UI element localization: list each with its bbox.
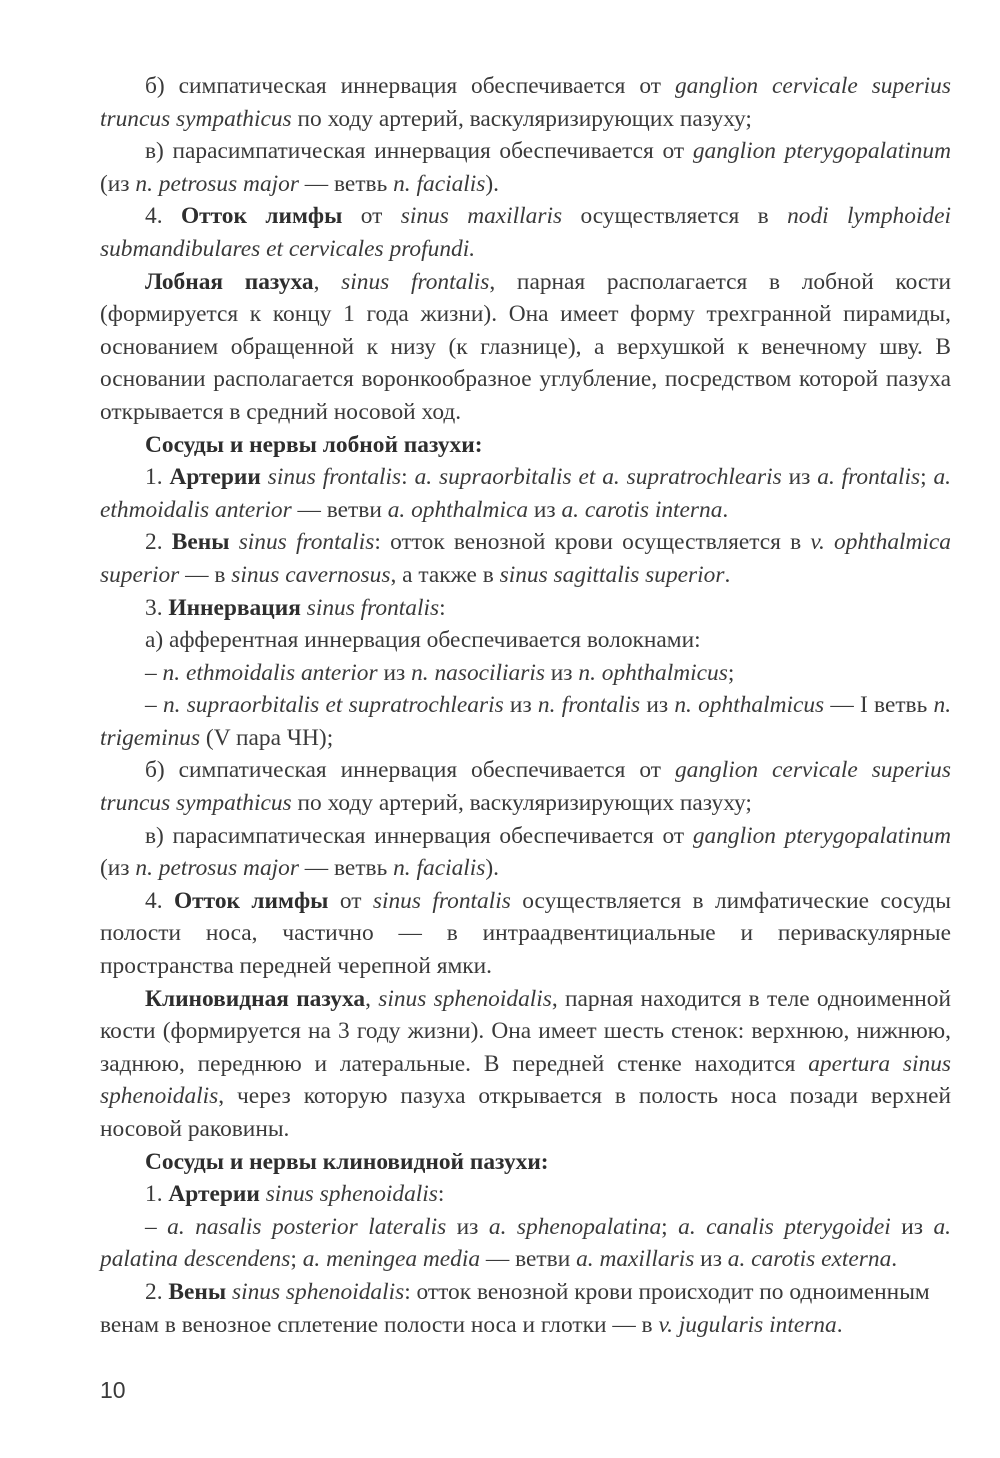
latin-term: nodi lymphoidei submandibulares et cervicales profundi.	[100, 203, 951, 262]
text-run: из	[446, 1213, 489, 1240]
latin-term: sinus frontalis	[341, 268, 490, 295]
text-run	[261, 464, 268, 490]
paragraph	[100, 592, 951, 625]
text-run: ;	[661, 1213, 679, 1240]
text-run: из	[528, 496, 562, 523]
text-run: , парная находится в теле одноименной кости (формируется на 3 году жизни). Она имеет шесть стенок: верхнюю, нижнюю, заднюю, переднюю и латеральные. В передней стенке находится	[100, 985, 952, 1077]
text-run: осуществляется в лимфатические сосуды полости носа, частично — в интраадвентициальные и периваскулярные пространства передней черепной ямки.	[100, 887, 951, 980]
text-run: 4.	[145, 203, 181, 230]
latin-term: a. carotis externa	[727, 1246, 892, 1273]
latin-term: sinus sagittalis superior	[499, 561, 725, 588]
latin-term: n. ophthalmicus	[674, 692, 825, 719]
text-run: — ветвь	[298, 170, 394, 197]
text-run: : отток венозной крови происходит по одноименным венам в венозное сплетение полости носа и глотки — в	[100, 1278, 930, 1338]
latin-term: n. facialis	[393, 170, 486, 197]
text-run: а) афферентная иннервация обеспечивается волокнами:	[145, 627, 701, 654]
latin-term: a. canalis pterygoidei	[678, 1213, 891, 1240]
paragraph	[100, 820, 951, 885]
paragraph	[100, 200, 951, 265]
bold-term: Вены	[168, 1278, 227, 1305]
latin-term: ganglion pterygopalatinum	[692, 822, 951, 849]
paragraph	[100, 526, 951, 591]
paragraph	[100, 429, 951, 462]
text-run: ;	[920, 464, 934, 491]
text-run: — I ветвь	[824, 692, 934, 719]
text-run: , парная располагается в лобной кости (формируется к концу 1 года жизни). Она имеет форму трехгранной пирамиды, основанием обращенной к низу (к глазнице), а верхушкой к венечному шву. В основании располагается воронкообразное углубление, посредством которой пазуха открывается в средний носовой ход.	[100, 268, 951, 425]
latin-term: a. nasalis posterior lateralis	[167, 1213, 447, 1240]
text-run: –	[145, 659, 163, 686]
bold-term: Отток лимфы	[173, 887, 329, 914]
latin-term: ganglion pterygopalatinum	[692, 138, 951, 165]
text-run: б) симпатическая иннервация обеспечивается от	[145, 757, 675, 784]
latin-term: a. carotis interna	[561, 496, 723, 523]
paragraph	[100, 1211, 951, 1276]
latin-term: sinus maxillaris	[400, 203, 563, 230]
text-run: по ходу артерий, васкуляризирующих пазуху;	[291, 105, 752, 132]
latin-term: n. petrosus major	[135, 170, 299, 197]
text-run: ,	[313, 268, 342, 295]
latin-term: sinus frontalis	[238, 529, 375, 556]
text-run: из	[781, 464, 818, 491]
latin-term: a. meningea media	[302, 1246, 481, 1273]
latin-term: a. sphenopalatina	[488, 1213, 662, 1240]
latin-term: n. ophthalmicus	[578, 659, 728, 686]
text-run: в) парасимпатическая иннервация обеспечивается от	[145, 138, 693, 165]
text-run: 1.	[145, 464, 170, 491]
latin-term: a. ophthalmica	[387, 496, 529, 523]
paragraph	[100, 461, 951, 526]
text-run: из	[694, 1246, 728, 1273]
text-run: ;	[727, 659, 735, 686]
text-run: (из	[100, 855, 136, 882]
text-run: .	[836, 1311, 843, 1338]
bold-term: Сосуды и нервы клиновидной пазухи:	[145, 1148, 549, 1175]
text-run: , а также в	[390, 561, 500, 588]
latin-term: ganglion cervicale superius truncus sympathicus	[100, 757, 951, 817]
bold-term: Лобная пазуха	[145, 268, 314, 295]
bold-term: Клиновидная пазуха	[145, 985, 366, 1012]
text-run: в) парасимпатическая иннервация обеспечивается от	[145, 822, 693, 849]
text-run: :	[401, 464, 415, 491]
text-run: по ходу артерий, васкуляризирующих пазуху;	[291, 790, 752, 817]
text-run	[229, 529, 238, 555]
paragraph	[100, 624, 951, 657]
text-run: от	[342, 203, 401, 230]
text-run: , через которую пазуха открывается в полость носа позади верхней носовой раковины.	[100, 1083, 951, 1142]
latin-term: ganglion cervicale superius truncus sympathicus	[100, 73, 951, 132]
paragraph	[100, 689, 951, 754]
latin-term: a. supraorbitalis et a. supratrochlearis	[414, 464, 782, 491]
text-run: : отток венозной крови осуществляется в	[374, 529, 811, 556]
text-run: 2.	[145, 1278, 169, 1305]
text-run: — ветвь	[298, 855, 394, 882]
text-run: б) симпатическая иннервация обеспечивается от	[145, 73, 675, 99]
latin-term: n. ethmoidalis anterior	[162, 659, 378, 686]
text-run: –	[145, 1213, 168, 1240]
bold-term: Вены	[171, 529, 230, 556]
text-run: от	[328, 887, 373, 914]
text-run: 2.	[145, 529, 172, 556]
paragraph	[100, 657, 951, 690]
latin-term: v. ophthalmica superior	[100, 529, 951, 588]
text-run: — ветви	[291, 496, 388, 523]
text-run: ;	[290, 1246, 303, 1273]
latin-term: sinus cavernosus	[231, 561, 391, 588]
text-run: ,	[365, 985, 379, 1012]
paragraph	[100, 135, 951, 200]
text-run: из	[503, 692, 538, 719]
paragraph	[100, 1146, 951, 1179]
latin-term: a. maxillaris	[576, 1246, 695, 1273]
text-run: осуществляется в	[562, 203, 788, 230]
bold-term: Артерии	[168, 1181, 260, 1208]
paragraph	[100, 1178, 951, 1211]
text-run: ).	[485, 855, 500, 882]
text-run: .	[724, 561, 731, 588]
latin-term: sinus sphenoidalis	[378, 985, 552, 1012]
text-run: 1.	[145, 1181, 169, 1208]
latin-term: sinus frontalis	[372, 887, 511, 914]
paragraph	[100, 1276, 951, 1341]
latin-term: apertura sinus sphenoidalis	[100, 1050, 951, 1110]
page-number: 10	[100, 1377, 126, 1403]
latin-term: n. facialis	[393, 855, 486, 882]
paragraph	[100, 885, 951, 983]
text-run: из	[890, 1213, 934, 1240]
bold-term: Иннервация	[168, 594, 301, 621]
paragraph	[100, 983, 951, 1146]
latin-term: v. jugularis interna	[658, 1311, 837, 1338]
bold-term: Сосуды и нервы лобной пазухи:	[145, 431, 483, 458]
text-run: — ветви	[480, 1246, 577, 1273]
latin-term: sinus frontalis	[267, 464, 402, 491]
text-run: 4.	[145, 887, 174, 914]
text-run: (V пара ЧН);	[200, 724, 334, 751]
body-text	[100, 70, 951, 1341]
text-run: (из	[100, 170, 136, 197]
text-run: 3.	[145, 594, 169, 621]
bold-term: Артерии	[169, 464, 261, 491]
latin-term: n. nasociliaris	[411, 659, 545, 686]
latin-term: a. palatina descendens	[100, 1213, 952, 1273]
paragraph	[100, 266, 951, 429]
text-run: :	[439, 594, 446, 621]
latin-term: a. frontalis	[817, 464, 921, 491]
text-run: .	[891, 1246, 898, 1273]
text-run: :	[437, 1181, 445, 1208]
paragraph	[100, 70, 951, 135]
latin-term: n. frontalis	[537, 692, 641, 719]
bold-term: Отток лимфы	[180, 203, 343, 230]
text-run: из	[544, 659, 579, 686]
latin-term: sinus frontalis	[306, 594, 440, 621]
paragraph	[100, 754, 951, 819]
text-run: из	[377, 659, 412, 686]
text-run: –	[145, 692, 163, 719]
latin-term: sinus sphenoidalis	[231, 1278, 405, 1305]
text-run: .	[722, 496, 729, 523]
latin-term: a. ethmoidalis anterior	[100, 464, 952, 523]
text-run: из	[640, 692, 675, 719]
latin-term: n. petrosus major	[135, 855, 299, 882]
latin-term: n. supraorbitalis et supratrochlearis	[162, 692, 504, 719]
text-run: ).	[485, 170, 500, 197]
latin-term: sinus sphenoidalis	[265, 1181, 438, 1208]
text-run: — в	[179, 561, 232, 588]
latin-term: n. trigeminus	[100, 692, 952, 751]
